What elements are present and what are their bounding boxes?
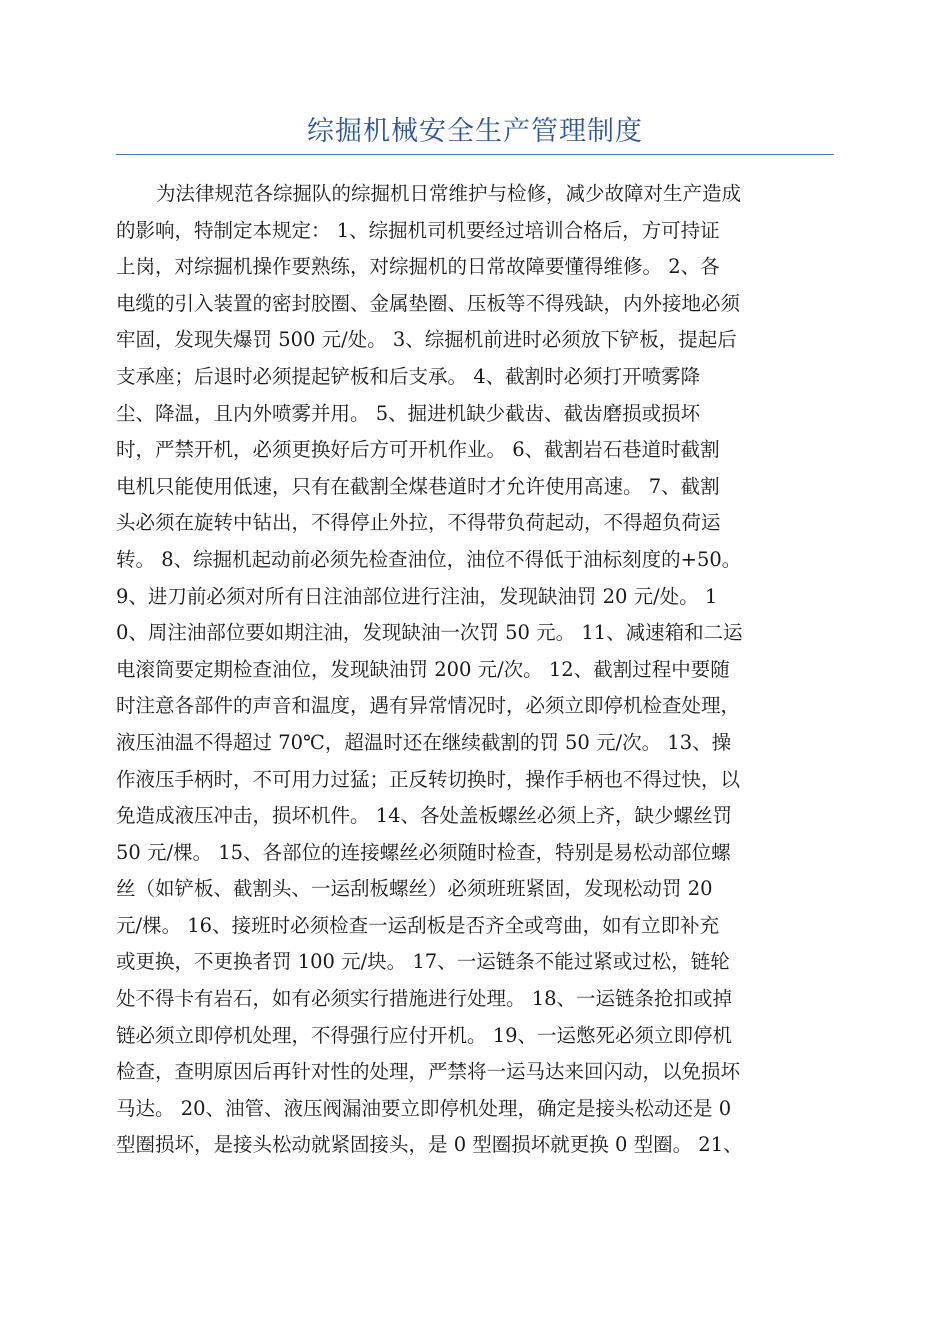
- body-line: 时注意各部件的声音和温度，遇有异常情况时，必须立即停机检查处理，: [116, 694, 741, 718]
- body-line: 电机只能使用低速，只有在截割全煤巷道时才允许使用高速。 7、截割: [116, 474, 720, 498]
- body-line: 元/棵。 16、接班时必须检查一运刮板是否齐全或弯曲，如有立即补充: [116, 913, 720, 937]
- body-line: 转。 8、综掘机起动前必须先检查油位，油位不得低于油标刻度的+50。: [116, 547, 742, 571]
- body-line: 的影响，特制定本规定： 1、综掘机司机要经过培训合格后，方可持证: [116, 218, 720, 242]
- body-line: 处不得卡有岩石，如有必须实行措施进行处理。 18、一运链条抢扣或掉: [116, 987, 733, 1011]
- body-line: 支承座；后退时必须提起铲板和后支承。 4、截割时必须打开喷雾降: [116, 364, 701, 388]
- body-line: 50 元/棵。 15、各部位的连接螺丝必须随时检查，特别是易松动部位螺: [116, 840, 731, 864]
- title-underline: [116, 154, 834, 155]
- body-line: 0、周注油部位要如期注油，发现缺油一次罚 50 元。 11、减速箱和二运: [116, 621, 743, 645]
- body-line: 检查，查明原因后再针对性的处理，严禁将一运马达来回闪动，以免损坏: [116, 1060, 741, 1084]
- document-body: [116, 176, 834, 1164]
- body-line: 9、进刀前必须对所有日注油部位进行注油，发现缺油罚 20 元/处。 1: [116, 584, 718, 608]
- body-line: 头必须在旋转中钻出，不得停止外拉，不得带负荷起动，不得超负荷运: [116, 511, 721, 535]
- body-line: 丝（如铲板、截割头、一运刮板螺丝）必须班班紧固，发现松动罚 20: [116, 877, 713, 901]
- body-line: 型圈损坏，是接头松动就紧固接头，是 0 型圈损坏就更换 0 型圈。 21、: [116, 1133, 743, 1157]
- document-title: 综掘机械安全生产管理制度: [307, 116, 643, 147]
- body-line: 时，严禁开机，必须更换好后方可开机作业。 6、截割岩石巷道时截割: [116, 438, 720, 462]
- body-line: 作液压手柄时，不可用力过猛；正反转切换时，操作手柄也不得过快，以: [116, 767, 741, 791]
- body-line: 电滚筒要定期检查油位，发现缺油罚 200 元/次。 12、截割过程中要随: [116, 657, 730, 681]
- body-line: 为法律规范各综掘队的综掘机日常维护与检修，减少故障对生产造成: [156, 182, 742, 205]
- body-line: 牢固，发现失爆罚 500 元/处。 3、综掘机前进时必须放下铲板，提起后: [116, 328, 737, 352]
- body-line: 链必须立即停机处理，不得强行应付开机。 19、一运憋死必须立即停机: [116, 1023, 733, 1047]
- body-line: 马达。 20、油管、液压阀漏油要立即停机处理，确定是接头松动还是 0: [116, 1096, 732, 1120]
- body-line: 或更换，不更换者罚 100 元/块。 17、一运链条不能过紧或过松，链轮: [116, 950, 730, 974]
- body-line: 电缆的引入装置的密封胶圈、金属垫圈、压板等不得残缺，内外接地必须: [116, 291, 741, 315]
- body-line: 尘、降温，且内外喷雾并用。 5、掘进机缺少截齿、截齿磨损或损坏: [116, 401, 701, 425]
- body-line: 免造成液压冲击，损坏机件。 14、各处盖板螺丝必须上齐，缺少螺丝罚: [116, 804, 733, 828]
- body-line: 上岗，对综掘机操作要熟练，对综掘机的日常故障要懂得维修。 2、各: [116, 255, 720, 279]
- body-line: 液压油温不得超过 70℃，超温时还在继续截割的罚 50 元/次。 13、操: [116, 730, 732, 754]
